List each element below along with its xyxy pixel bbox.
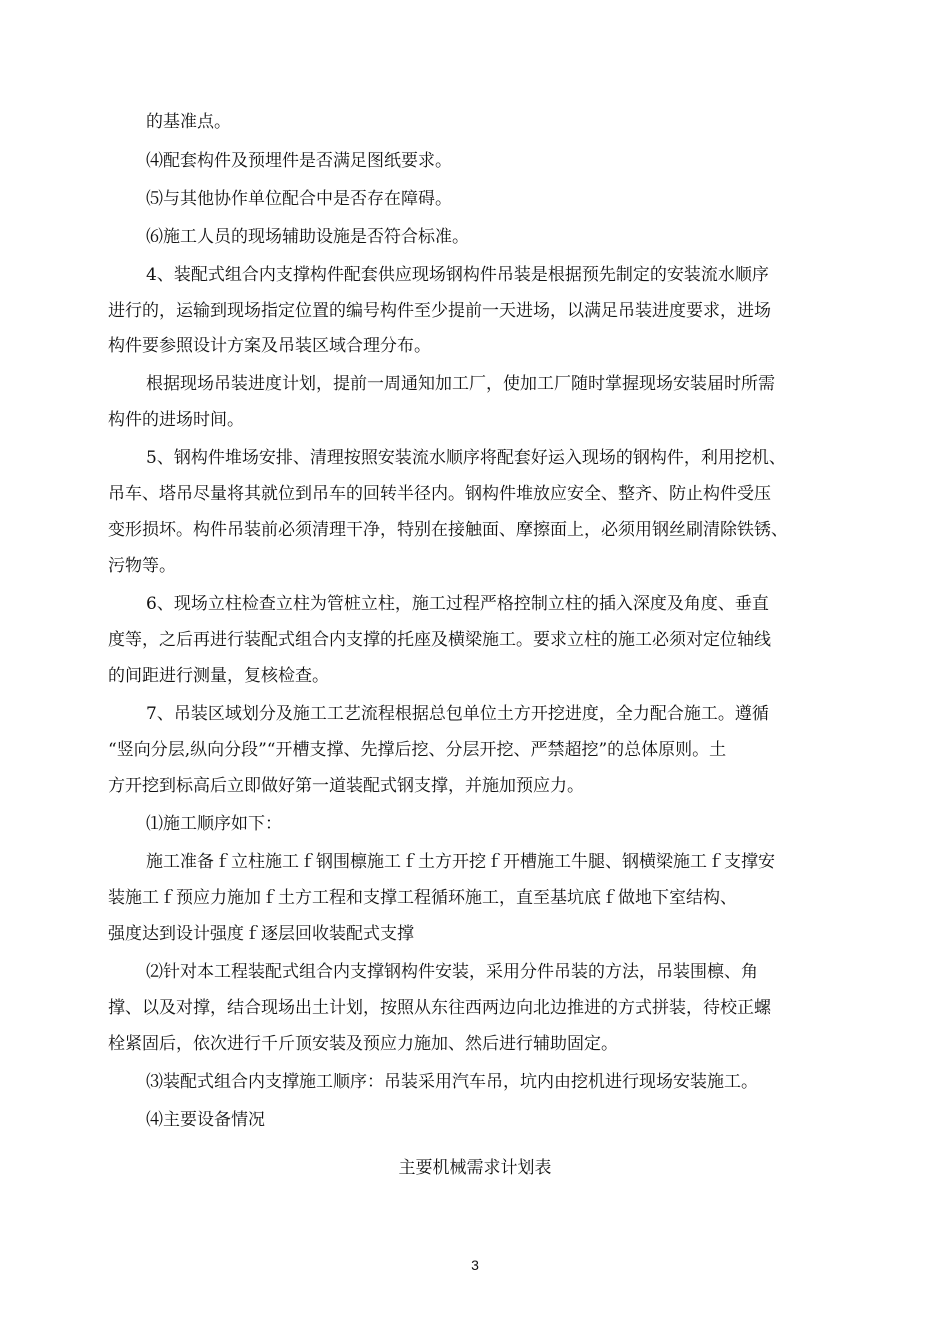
list-item-5: ⑸与其他协作单位配合中是否存在障碍。 xyxy=(146,189,452,209)
section-5-line-2: 吊车、塔吊尽量将其就位到吊车的回转半径内。钢构件堆放应安全、整齐、防止构件受压 xyxy=(108,484,771,504)
table-caption: 主要机械需求计划表 xyxy=(398,1158,552,1178)
list-item-4: ⑷配套构件及预埋件是否满足图纸要求。 xyxy=(146,151,452,171)
section-6-line-3: 的间距进行测量，复核检查。 xyxy=(108,666,329,686)
section-7-line-2: “竖向分层,纵向分段”“开槽支撑、先撑后挖、分层开挖、严禁超挖”的总体原则。土 xyxy=(108,740,727,760)
page-number: 3 xyxy=(471,1257,479,1273)
section-6-line-1: 6、现场立柱检查立柱为管桩立柱，施工过程严格控制立柱的插入深度及角度、垂直 xyxy=(146,594,769,614)
plan-paragraph-line-1: 根据现场吊装进度计划，提前一周通知加工厂，使加工厂随时掌握现场安装届时所需 xyxy=(146,374,775,394)
sub-item-2-line-3: 栓紧固后，依次进行千斤顶安装及预应力施加、然后进行辅助固定。 xyxy=(108,1034,618,1054)
flow-line-1: 施工准备ｆ立柱施工ｆ钢围檩施工ｆ土方开挖ｆ开槽施工牛腿、钢横梁施工ｆ支撑安 xyxy=(146,852,775,872)
section-5-line-4: 污物等。 xyxy=(108,556,176,576)
sub-item-2-line-2: 撑、以及对撑，结合现场出土计划，按照从东往西两边向北边推进的方式拼装，待校正螺 xyxy=(108,998,771,1018)
flow-line-2: 装施工ｆ预应力施加ｆ土方工程和支撑工程循环施工，直至基坑底ｆ做地下室结构、 xyxy=(108,888,737,908)
section-4-line-1: 4、装配式组合内支撑构件配套供应现场钢构件吊装是根据预先制定的安装流水顺序 xyxy=(146,265,769,285)
sub-item-1: ⑴施工顺序如下： xyxy=(146,814,282,834)
section-5-line-1: 5、钢构件堆场安排、清理按照安装流水顺序将配套好运入现场的钢构件，利用挖机、 xyxy=(146,448,786,468)
flow-line-3: 强度达到设计强度ｆ逐层回收装配式支撑 xyxy=(108,924,414,944)
sub-item-2-line-1: ⑵针对本工程装配式组合内支撑钢构件安装，采用分件吊装的方法，吊装围檩、角 xyxy=(146,962,758,982)
plan-paragraph-line-2: 构件的进场时间。 xyxy=(108,410,244,430)
list-item-6: ⑹施工人员的现场辅助设施是否符合标准。 xyxy=(146,227,469,247)
section-7-line-1: 7、吊装区域划分及施工工艺流程根据总包单位土方开挖进度，全力配合施工。遵循 xyxy=(146,704,769,724)
section-7-line-3: 方开挖到标高后立即做好第一道装配式钢支撑，并施加预应力。 xyxy=(108,776,584,796)
section-4-line-2: 进行的，运输到现场指定位置的编号构件至少提前一天进场，以满足吊装进度要求，进场 xyxy=(108,301,771,321)
section-5-line-3: 变形损坏。构件吊装前必须清理干净，特别在接触面、摩擦面上，必须用钢丝刷清除铁锈、 xyxy=(108,520,788,540)
paragraph-line: 的基准点。 xyxy=(146,112,231,132)
sub-item-4: ⑷主要设备情况 xyxy=(146,1110,265,1130)
sub-item-3: ⑶装配式组合内支撑施工顺序：吊装采用汽车吊，坑内由挖机进行现场安装施工。 xyxy=(146,1072,758,1092)
section-4-line-3: 构件要参照设计方案及吊装区域合理分布。 xyxy=(108,336,431,356)
section-6-line-2: 度等，之后再进行装配式组合内支撑的托座及横梁施工。要求立柱的施工必须对定位轴线 xyxy=(108,630,771,650)
